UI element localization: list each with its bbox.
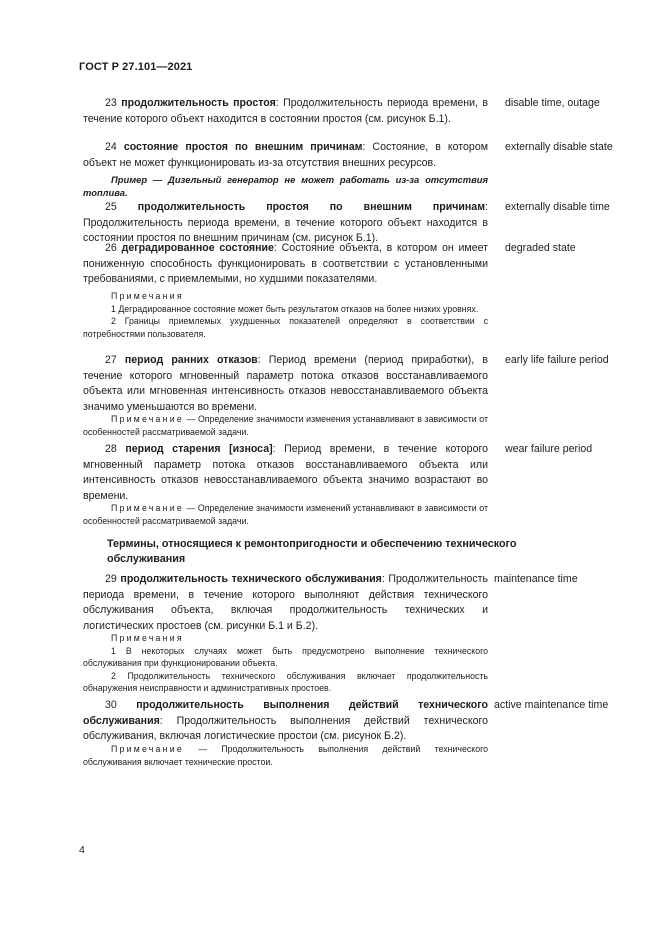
term-28: [83, 442, 488, 504]
note-label: Примечание: [111, 503, 184, 513]
term-number: 23: [105, 97, 117, 109]
term-number: 25: [105, 201, 117, 213]
term-25-english: externally disable time: [505, 201, 610, 213]
term-definition: : Состояние, в котором объект не может функционировать из-за отсутствия внешних ресурсов.: [83, 141, 488, 169]
term-definition: : Продолжительность периода времени, в течение которого объект находится в состоянии простоя по внешним причинам (см. рисунок Б.1).: [83, 201, 488, 245]
term-name: период старения [износа]: [125, 443, 273, 455]
term-28-note: [83, 502, 488, 527]
term-27-note: [83, 413, 488, 438]
term-name: продолжительность простоя: [121, 97, 276, 109]
note-label: Примечание: [111, 414, 184, 424]
term-definition: : Продолжительность периода времени, в течение которого объект находится в состоянии простоя (см. рисунок Б.1).: [83, 97, 488, 125]
section-heading: Термины, относящиеся к ремонтопригодности и обеспечению технического обслуживания: [107, 538, 517, 565]
term-name: деградированное состояние: [121, 242, 274, 254]
term-27-english: early life failure period: [505, 354, 609, 366]
term-definition: : Состояние объекта, в котором он имеет пониженную способность функционировать в соответствии с установленными требованиями, с приемлемыми, но худшими показателями.: [83, 242, 488, 286]
term-30-note: [83, 743, 488, 768]
term-number: 28: [105, 443, 117, 455]
document-header: ГОСТ Р 27.101—2021: [79, 61, 193, 73]
note-text: — Продолжительность выполнения действий технического обслуживания включает технические простои.: [83, 744, 488, 767]
note-text: — Определение значимости изменений устанавливают в зависимости от особенностей рассматриваемой задачи.: [83, 503, 488, 526]
term-number: 29: [105, 573, 117, 585]
note-text: — Определение значимости изменения устанавливают в зависимости от особенностей рассматриваемой задачи.: [83, 414, 488, 437]
term-24-english: externally disable state: [505, 141, 613, 153]
term-number: 30: [105, 699, 117, 711]
term-definition: : Период времени, в течение которого мгновенный параметр потока отказов восстанавливаемого объекта или интенсивность отказов невосстанавливаемого объекта значимо возрастают во времени.: [83, 443, 488, 502]
term-26-notes: [83, 290, 488, 340]
term-30: [83, 698, 488, 745]
term-27: [83, 353, 488, 415]
term-name: период ранних отказов: [124, 354, 258, 366]
term-29-english: maintenance time: [494, 573, 578, 585]
note-item: 2 Продолжительность технического обслуживания включает продолжительность обнаружения неисправности и административных простоев.: [83, 670, 488, 694]
note-item: 1 В некоторых случаях может быть предусмотрено выполнение технического обслуживания при функционировании объекта.: [83, 645, 488, 669]
page-number: 4: [79, 844, 85, 856]
term-23: [83, 96, 488, 127]
term-26-english: degraded state: [505, 242, 576, 254]
term-26: [83, 241, 488, 288]
term-23-english: disable time, outage: [505, 97, 600, 109]
term-29: [83, 572, 488, 634]
term-24-example: Пример — Дизельный генератор не может работать из-за отсутствия топлива.: [83, 174, 488, 199]
term-name: состояние простоя по внешним причинам: [123, 141, 363, 153]
note-item: 1 Деградированное состояние может быть результатом отказов на более низких уровнях.: [111, 303, 479, 314]
note-item: 2 Границы приемлемых ухудшенных показателей определяют в соответствии с потребностями пользователя.: [83, 316, 488, 339]
term-25: [83, 200, 488, 247]
note-label: Примечание: [111, 744, 184, 754]
notes-heading: Примечания: [111, 633, 184, 643]
term-24: [83, 140, 488, 171]
term-number: 24: [105, 141, 117, 153]
notes-heading: Примечания: [111, 291, 184, 301]
term-28-english: wear failure period: [505, 443, 593, 455]
term-name: продолжительность технического обслуживания: [120, 573, 382, 585]
term-name: продолжительность выполнения действий технического обслуживания: [83, 699, 488, 727]
term-name: продолжительность простоя по внешним причинам: [137, 201, 486, 213]
term-number: 27: [105, 354, 117, 366]
term-definition: : Продолжительность выполнения действий технического обслуживания, включая логистические простои (см. рисунок Б.2).: [83, 714, 488, 743]
term-number: 26: [105, 242, 117, 254]
term-definition: : Период времени (период приработки), в течение которого мгновенный параметр потока отказов восстанавливаемого объекта или мгновенная интенсивность отказов невосстанавливаемого объекта значимо уменьшаются во времени.: [83, 354, 488, 413]
term-30-english: active maintenance time: [494, 699, 609, 711]
term-definition: : Продолжительность периода времени, в течение которого выполняют действия технического обслуживания объекта, включая продолжительность технических и логистических простоев (см. рисунки Б.1 и Б.2).: [83, 573, 488, 632]
term-29-notes: [83, 632, 488, 695]
